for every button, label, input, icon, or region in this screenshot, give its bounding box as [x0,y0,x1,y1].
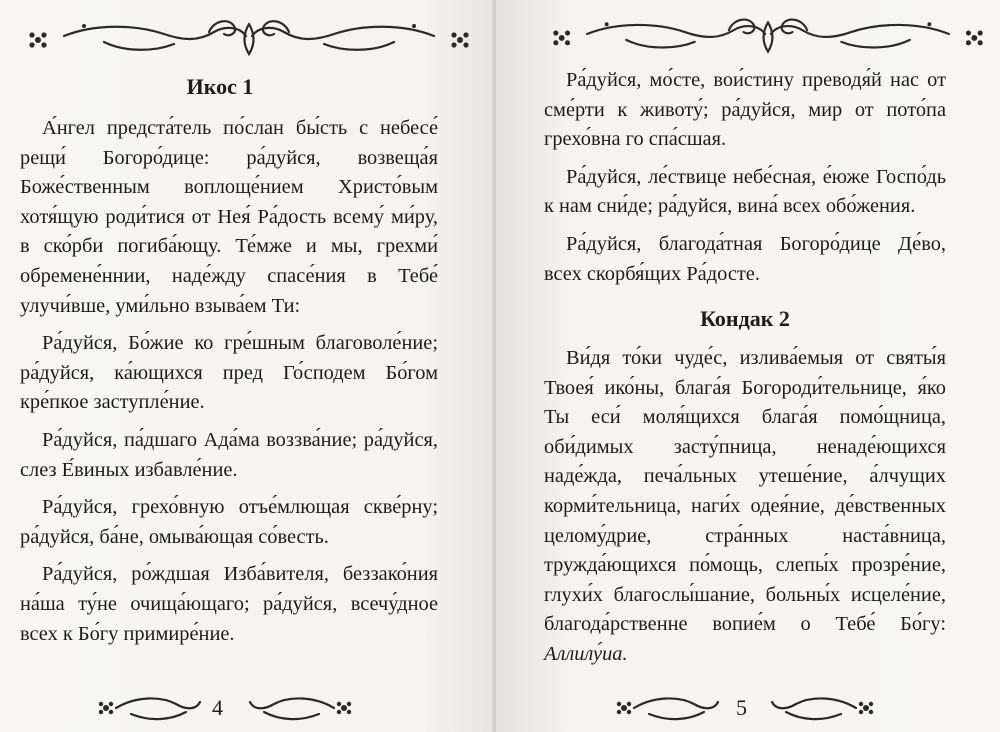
top-ornament-icon [548,12,988,58]
ikos-heading: Икос 1 [186,74,254,99]
left-page-text [20,114,438,649]
bottom-right-ornament-icon [244,690,354,726]
kondak-heading: Кондак 2 [700,306,790,331]
page-number-left: 4 [212,695,223,720]
bottom-left-ornament-icon [96,690,206,726]
bottom-left-ornament-icon [614,690,724,726]
kondak-paragraph: Ви́дя то́ки чуде́с, излива́емыя от святы́я Твоея́ ико́ны, блага́я Богороди́тельнице, я́ко Ты еси́ моля́щихся блага́я помо́щница, оби́димых засту́пница, ненаде́ющихся наде́жда, печа́льных утеше́ние, а́лчущих корми́тельница, наги́х одея́ние, де́вственных целому́дрие, стра́нных наста́вница, тружда́ющихся по́мощь, слепы́х прозре́ние, глухи́х благослы́шание, больны́х исцеле́ние, благода́рственне вопие́м о Тебе́ Бо́гу: [544,347,946,636]
rejoice-paragraph: Ра́дуйся, ле́ствице небе́сная, е́юже Госпо́дь к нам сни́де; ра́дуйся, вина́ всех обо́жения. [544,165,946,218]
right-page-top-text [544,66,946,289]
rejoice-paragraph: Ра́дуйся, мо́сте, вои́стину преводя́й нас от сме́рти к животу́; ра́дуйся, мир от пото́па грехо́вна го спа́сшая. [544,69,946,151]
rejoice-paragraph: Ра́дуйся, ро́ждшая Изба́вителя, беззако́ния на́ша ту́не очища́ющаго; ра́дуйся, всечу́дное всех к Бо́гу примире́ние. [20,563,438,645]
rejoice-paragraph: Ра́дуйся, Бо́жие ко гре́шным благоволе́ние; ра́дуйся, ка́ющихся пред Го́сподем Бо́гом кре́пкое заступле́ние. [20,332,438,414]
right-page [496,0,1000,732]
top-ornament-icon [24,14,474,60]
bottom-right-ornament-icon [766,690,876,726]
alleluia-text: Аллилу́иа. [544,642,628,665]
rejoice-paragraph: Ра́дуйся, па́дшаго Ада́ма воззва́ние; ра́дуйся, слез Е́виных избавле́ние. [20,428,438,481]
kondak-text [544,344,946,670]
rejoice-paragraph: Ра́дуйся, благода́тная Богоро́дице Де́во, всех скорбя́щих Ра́досте. [544,232,946,285]
page-number-right: 5 [736,695,747,720]
rejoice-paragraph: Ра́дуйся, грехо́вную отъе́млющая скве́рну; ра́дуйся, ба́не, омыва́ющая со́весть. [20,496,438,548]
ikos-paragraph: А́нгел предста́тель по́слан бы́сть с небесе́ рещи́ Богоро́дице: ра́дуйся, возвеща́я Боже́ственным воплоще́нием Христо́вым хотя́щую роди́тися от Нея́ Ра́дость всему́ ми́ру, в ско́рби погиба́ющу. Те́мже и мы, грехми́ обремене́ннии, наде́жду спасе́ния в Тебе́ улучи́вше, уми́льно взыва́ем Ти: [20,117,438,317]
left-page [0,0,496,732]
